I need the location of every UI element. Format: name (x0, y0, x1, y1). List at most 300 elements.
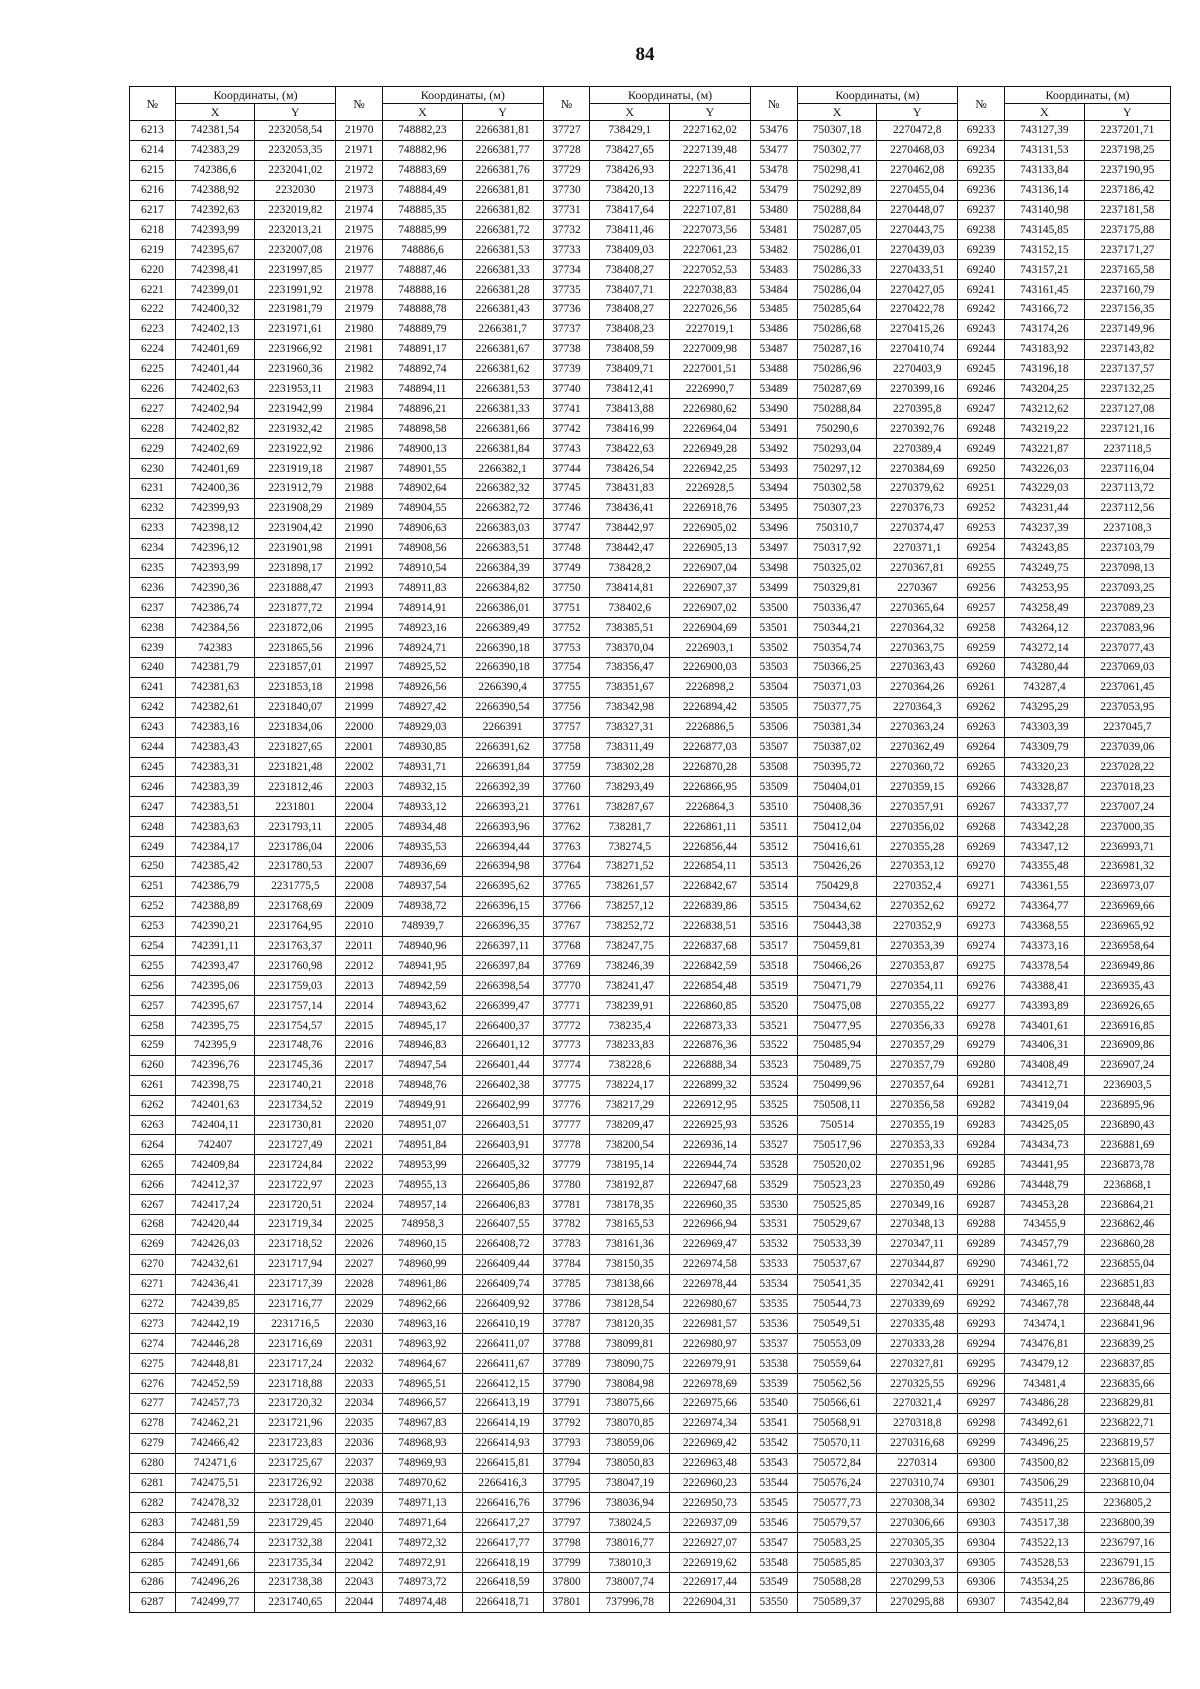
x-coordinate-cell: 743542,84 (1005, 1592, 1085, 1612)
y-coordinate-cell: 2231960,36 (255, 359, 336, 379)
x-coordinate-cell: 748941,95 (383, 956, 463, 976)
x-coordinate-cell: 738090,75 (590, 1354, 670, 1374)
y-coordinate-cell: 2266402,99 (462, 1095, 543, 1115)
y-coordinate-cell: 2236822,71 (1084, 1413, 1170, 1433)
table-row (130, 498, 1171, 518)
x-coordinate-cell: 748884,49 (383, 180, 463, 200)
table-row (130, 359, 1171, 379)
y-coordinate-cell: 2232013,21 (255, 220, 336, 240)
x-coordinate-cell: 742404,11 (175, 1115, 255, 1135)
table-row (130, 180, 1171, 200)
x-coordinate-cell: 743347,12 (1005, 837, 1085, 857)
table-row (130, 1274, 1171, 1294)
y-coordinate-cell: 2231724,84 (255, 1155, 336, 1175)
x-coordinate-cell: 742401,63 (175, 1095, 255, 1115)
x-coordinate-cell: 742386,74 (175, 598, 255, 618)
x-coordinate-cell: 748926,56 (383, 677, 463, 697)
x-coordinate-cell: 748963,16 (383, 1314, 463, 1334)
x-header: X (175, 104, 255, 121)
x-coordinate-cell: 750549,51 (797, 1314, 877, 1334)
x-coordinate-cell: 748943,62 (383, 996, 463, 1016)
point-number-cell: 69282 (958, 1095, 1005, 1115)
point-number-cell: 37752 (543, 618, 590, 638)
y-coordinate-cell: 2266389,49 (462, 618, 543, 638)
y-coordinate-cell: 2226854,11 (670, 856, 751, 876)
y-coordinate-cell: 2226873,33 (670, 1016, 751, 1036)
point-number-cell: 6257 (130, 996, 176, 1016)
x-coordinate-cell: 743364,77 (1005, 896, 1085, 916)
x-coordinate-cell: 742436,41 (175, 1274, 255, 1294)
point-number-cell: 22018 (336, 1075, 383, 1095)
x-coordinate-cell: 742417,24 (175, 1195, 255, 1215)
point-number-cell: 53520 (750, 996, 797, 1016)
y-coordinate-cell: 2232058,54 (255, 121, 336, 141)
point-number-cell: 53505 (750, 697, 797, 717)
y-coordinate-cell: 2226975,66 (670, 1394, 751, 1414)
point-number-cell: 69254 (958, 538, 1005, 558)
y-coordinate-cell: 2236890,43 (1084, 1115, 1170, 1135)
point-number-cell: 22030 (336, 1314, 383, 1334)
x-coordinate-cell: 748953,99 (383, 1155, 463, 1175)
y-coordinate-cell: 2236926,65 (1084, 996, 1170, 1016)
point-number-cell: 53499 (750, 578, 797, 598)
point-number-cell: 69259 (958, 638, 1005, 658)
point-number-cell: 6285 (130, 1553, 176, 1573)
table-row (130, 379, 1171, 399)
x-coordinate-cell: 748911,83 (383, 578, 463, 598)
x-coordinate-cell: 738293,49 (590, 777, 670, 797)
point-number-cell: 37793 (543, 1433, 590, 1453)
table-row (130, 1453, 1171, 1473)
point-number-cell: 37779 (543, 1155, 590, 1175)
x-coordinate-cell: 748972,32 (383, 1533, 463, 1553)
point-number-cell: 22035 (336, 1413, 383, 1433)
x-coordinate-cell: 742383,29 (175, 140, 255, 160)
point-number-cell: 6271 (130, 1274, 176, 1294)
y-coordinate-cell: 2266391 (462, 717, 543, 737)
x-coordinate-cell: 743264,12 (1005, 618, 1085, 638)
point-number-cell: 69280 (958, 1055, 1005, 1075)
x-coordinate-cell: 750395,72 (797, 757, 877, 777)
y-coordinate-cell: 2266381,81 (462, 121, 543, 141)
x-coordinate-cell: 742399,01 (175, 280, 255, 300)
y-coordinate-cell: 2266407,55 (462, 1214, 543, 1234)
point-number-cell: 37734 (543, 260, 590, 280)
x-coordinate-cell: 750298,41 (797, 160, 877, 180)
point-number-cell: 22015 (336, 1016, 383, 1036)
x-header: X (797, 104, 877, 121)
point-number-cell: 37744 (543, 459, 590, 479)
y-coordinate-cell: 2232041,02 (255, 160, 336, 180)
x-coordinate-cell: 742439,85 (175, 1294, 255, 1314)
y-coordinate-cell: 2231768,69 (255, 896, 336, 916)
y-coordinate-cell: 2231723,83 (255, 1433, 336, 1453)
x-coordinate-cell: 743133,84 (1005, 160, 1085, 180)
y-coordinate-cell: 2236819,57 (1084, 1433, 1170, 1453)
y-coordinate-cell: 2236860,28 (1084, 1234, 1170, 1254)
x-coordinate-cell: 750577,73 (797, 1493, 877, 1513)
point-number-cell: 37740 (543, 379, 590, 399)
point-number-cell: 6263 (130, 1115, 176, 1135)
y-coordinate-cell: 2266390,18 (462, 658, 543, 678)
point-number-cell: 22013 (336, 976, 383, 996)
y-coordinate-cell: 2231912,79 (255, 479, 336, 499)
y-coordinate-cell: 2270335,48 (877, 1314, 958, 1334)
y-coordinate-cell: 2266417,77 (462, 1533, 543, 1553)
point-number-cell: 6218 (130, 220, 176, 240)
table-row (130, 1394, 1171, 1414)
y-coordinate-cell: 2270351,96 (877, 1155, 958, 1175)
point-number-cell: 69252 (958, 498, 1005, 518)
x-coordinate-cell: 750525,85 (797, 1195, 877, 1215)
y-coordinate-cell: 2270443,75 (877, 220, 958, 240)
point-number-cell: 37780 (543, 1175, 590, 1195)
x-coordinate-cell: 750285,64 (797, 300, 877, 320)
table-row (130, 936, 1171, 956)
x-coordinate-cell: 750568,91 (797, 1413, 877, 1433)
y-coordinate-cell: 2231717,39 (255, 1274, 336, 1294)
y-coordinate-cell: 2266384,82 (462, 578, 543, 598)
y-coordinate-cell: 2270350,49 (877, 1175, 958, 1195)
point-number-cell: 53480 (750, 200, 797, 220)
point-number-cell: 53539 (750, 1374, 797, 1394)
y-coordinate-cell: 2231888,47 (255, 578, 336, 598)
y-coordinate-cell: 2226937,09 (670, 1513, 751, 1533)
point-number-cell: 6282 (130, 1493, 176, 1513)
y-coordinate-cell: 2237053,95 (1084, 697, 1170, 717)
x-coordinate-cell: 750317,92 (797, 538, 877, 558)
point-number-cell: 53529 (750, 1175, 797, 1195)
y-coordinate-cell: 2231834,06 (255, 717, 336, 737)
x-coordinate-cell: 750583,25 (797, 1533, 877, 1553)
point-number-cell: 21983 (336, 379, 383, 399)
y-coordinate-cell: 2237198,25 (1084, 140, 1170, 160)
y-coordinate-cell: 2236909,86 (1084, 1035, 1170, 1055)
x-coordinate-cell: 738408,23 (590, 319, 670, 339)
x-coordinate-cell: 748940,96 (383, 936, 463, 956)
point-number-cell: 69268 (958, 817, 1005, 837)
x-coordinate-cell: 738084,98 (590, 1374, 670, 1394)
y-coordinate-cell: 2266381,28 (462, 280, 543, 300)
point-number-cell: 21987 (336, 459, 383, 479)
x-coordinate-cell: 743196,18 (1005, 359, 1085, 379)
x-coordinate-cell: 738209,47 (590, 1115, 670, 1135)
x-coordinate-cell: 738342,98 (590, 697, 670, 717)
y-coordinate-cell: 2266418,59 (462, 1573, 543, 1593)
x-coordinate-cell: 742471,6 (175, 1453, 255, 1473)
y-coordinate-cell: 2237201,71 (1084, 121, 1170, 141)
x-coordinate-cell: 748885,99 (383, 220, 463, 240)
point-number-cell: 69239 (958, 240, 1005, 260)
y-coordinate-cell: 2226854,48 (670, 976, 751, 996)
y-coordinate-cell: 2231764,95 (255, 916, 336, 936)
y-coordinate-cell: 2266381,43 (462, 300, 543, 320)
x-coordinate-cell: 743136,14 (1005, 180, 1085, 200)
x-coordinate-cell: 742401,69 (175, 339, 255, 359)
y-coordinate-cell: 2270433,51 (877, 260, 958, 280)
x-coordinate-cell: 738261,57 (590, 876, 670, 896)
y-coordinate-cell: 2226925,93 (670, 1115, 751, 1135)
x-coordinate-cell: 738192,87 (590, 1175, 670, 1195)
point-number-cell: 6231 (130, 479, 176, 499)
point-number-cell: 53522 (750, 1035, 797, 1055)
point-number-cell: 53542 (750, 1433, 797, 1453)
x-coordinate-cell: 748966,57 (383, 1394, 463, 1414)
y-coordinate-cell: 2236786,86 (1084, 1573, 1170, 1593)
point-number-cell: 37745 (543, 479, 590, 499)
y-header: Y (1084, 104, 1170, 121)
point-number-cell: 37785 (543, 1274, 590, 1294)
point-number-cell: 53527 (750, 1135, 797, 1155)
point-number-cell: 69301 (958, 1473, 1005, 1493)
y-coordinate-cell: 2266413,19 (462, 1394, 543, 1414)
point-number-cell: 37732 (543, 220, 590, 240)
point-number-cell: 53498 (750, 558, 797, 578)
table-row (130, 1413, 1171, 1433)
table-row (130, 1533, 1171, 1553)
point-number-cell: 69250 (958, 459, 1005, 479)
y-coordinate-cell: 2231966,92 (255, 339, 336, 359)
y-coordinate-cell: 2270379,62 (877, 479, 958, 499)
y-coordinate-cell: 2231720,51 (255, 1195, 336, 1215)
y-coordinate-cell: 2231725,67 (255, 1453, 336, 1473)
y-coordinate-cell: 2237039,06 (1084, 737, 1170, 757)
y-coordinate-cell: 2270356,33 (877, 1016, 958, 1036)
y-coordinate-cell: 2231734,52 (255, 1095, 336, 1115)
point-number-cell: 69302 (958, 1493, 1005, 1513)
x-coordinate-cell: 748948,76 (383, 1075, 463, 1095)
y-coordinate-cell: 2237069,03 (1084, 658, 1170, 678)
y-coordinate-cell: 2270316,68 (877, 1433, 958, 1453)
x-coordinate-cell: 743476,81 (1005, 1334, 1085, 1354)
point-number-cell: 69296 (958, 1374, 1005, 1394)
y-coordinate-cell: 2236815,09 (1084, 1453, 1170, 1473)
x-coordinate-cell: 748934,48 (383, 817, 463, 837)
point-number-cell: 22020 (336, 1115, 383, 1135)
point-number-cell: 22016 (336, 1035, 383, 1055)
x-coordinate-cell: 742393,99 (175, 558, 255, 578)
x-coordinate-cell: 750307,18 (797, 121, 877, 141)
point-number-cell: 69293 (958, 1314, 1005, 1334)
table-row (130, 1234, 1171, 1254)
y-coordinate-cell: 2226837,68 (670, 936, 751, 956)
y-coordinate-cell: 2227009,98 (670, 339, 751, 359)
y-coordinate-cell: 2237000,35 (1084, 817, 1170, 837)
x-coordinate-cell: 738442,47 (590, 538, 670, 558)
y-coordinate-cell: 2266416,76 (462, 1493, 543, 1513)
x-coordinate-cell: 750287,16 (797, 339, 877, 359)
x-coordinate-cell: 738195,14 (590, 1155, 670, 1175)
point-number-cell: 6223 (130, 319, 176, 339)
x-coordinate-cell: 748925,52 (383, 658, 463, 678)
y-coordinate-cell: 2266403,91 (462, 1135, 543, 1155)
x-coordinate-cell: 743378,54 (1005, 956, 1085, 976)
y-coordinate-cell: 2231740,21 (255, 1075, 336, 1095)
x-coordinate-cell: 738412,41 (590, 379, 670, 399)
point-number-cell: 6286 (130, 1573, 176, 1593)
table-row (130, 558, 1171, 578)
point-number-cell: 69277 (958, 996, 1005, 1016)
x-coordinate-cell: 748969,93 (383, 1453, 463, 1473)
point-number-cell: 69234 (958, 140, 1005, 160)
x-coordinate-cell: 750381,34 (797, 717, 877, 737)
y-coordinate-cell: 2270306,66 (877, 1513, 958, 1533)
x-coordinate-cell: 750572,84 (797, 1453, 877, 1473)
x-coordinate-cell: 750517,96 (797, 1135, 877, 1155)
point-number-cell: 21978 (336, 280, 383, 300)
point-number-cell: 21976 (336, 240, 383, 260)
x-coordinate-cell: 742400,36 (175, 479, 255, 499)
y-coordinate-cell: 2226960,23 (670, 1473, 751, 1493)
x-coordinate-cell: 742398,75 (175, 1075, 255, 1095)
point-number-cell: 37751 (543, 598, 590, 618)
x-coordinate-cell: 743393,89 (1005, 996, 1085, 1016)
point-number-cell: 37730 (543, 180, 590, 200)
x-coordinate-cell: 742401,44 (175, 359, 255, 379)
y-coordinate-cell: 2227026,56 (670, 300, 751, 320)
x-coordinate-cell: 743467,78 (1005, 1294, 1085, 1314)
point-number-cell: 53531 (750, 1214, 797, 1234)
x-coordinate-cell: 748967,83 (383, 1413, 463, 1433)
y-coordinate-cell: 2226966,94 (670, 1214, 751, 1234)
x-coordinate-cell: 742396,12 (175, 538, 255, 558)
x-coordinate-cell: 742395,75 (175, 1016, 255, 1036)
point-number-cell: 53491 (750, 419, 797, 439)
y-coordinate-cell: 2270462,08 (877, 160, 958, 180)
x-coordinate-cell: 743140,98 (1005, 200, 1085, 220)
x-header: X (1005, 104, 1085, 121)
x-coordinate-cell: 742491,66 (175, 1553, 255, 1573)
point-number-cell: 22040 (336, 1513, 383, 1533)
header-row-top (130, 87, 1171, 104)
y-coordinate-cell: 2266414,19 (462, 1413, 543, 1433)
x-coordinate-cell: 743522,13 (1005, 1533, 1085, 1553)
x-coordinate-cell: 750371,03 (797, 677, 877, 697)
point-number-cell: 37762 (543, 817, 590, 837)
point-number-cell: 6245 (130, 757, 176, 777)
x-coordinate-cell: 742388,92 (175, 180, 255, 200)
y-coordinate-cell: 2270357,91 (877, 797, 958, 817)
table-row (130, 399, 1171, 419)
y-coordinate-cell: 2266381,82 (462, 200, 543, 220)
x-coordinate-cell: 748930,85 (383, 737, 463, 757)
y-header: Y (877, 104, 958, 121)
point-number-cell: 22037 (336, 1453, 383, 1473)
x-coordinate-cell: 742442,19 (175, 1314, 255, 1334)
point-number-cell: 69264 (958, 737, 1005, 757)
x-coordinate-cell: 750541,35 (797, 1274, 877, 1294)
x-coordinate-cell: 742383 (175, 638, 255, 658)
point-number-cell: 6230 (130, 459, 176, 479)
y-coordinate-cell: 2227038,83 (670, 280, 751, 300)
y-coordinate-cell: 2226919,62 (670, 1553, 751, 1573)
x-coordinate-cell: 748964,67 (383, 1354, 463, 1374)
x-coordinate-cell: 750297,12 (797, 459, 877, 479)
y-coordinate-cell: 2236837,85 (1084, 1354, 1170, 1374)
y-coordinate-cell: 2226978,69 (670, 1374, 751, 1394)
point-number-cell: 69236 (958, 180, 1005, 200)
y-coordinate-cell: 2270399,16 (877, 379, 958, 399)
point-number-cell: 37771 (543, 996, 590, 1016)
point-number-cell: 53500 (750, 598, 797, 618)
point-number-cell: 69289 (958, 1234, 1005, 1254)
x-coordinate-cell: 750286,33 (797, 260, 877, 280)
y-coordinate-cell: 2231754,57 (255, 1016, 336, 1036)
y-coordinate-cell: 2237083,96 (1084, 618, 1170, 638)
x-coordinate-cell: 750585,85 (797, 1553, 877, 1573)
point-number-cell: 22028 (336, 1274, 383, 1294)
y-coordinate-cell: 2226960,35 (670, 1195, 751, 1215)
table-row (130, 1433, 1171, 1453)
point-number-cell: 37760 (543, 777, 590, 797)
point-number-cell: 21989 (336, 498, 383, 518)
x-coordinate-cell: 750286,68 (797, 319, 877, 339)
point-number-cell: 22044 (336, 1592, 383, 1612)
point-number-cell: 22012 (336, 956, 383, 976)
x-coordinate-cell: 738351,67 (590, 677, 670, 697)
x-coordinate-cell: 738385,51 (590, 618, 670, 638)
x-coordinate-cell: 738426,93 (590, 160, 670, 180)
y-coordinate-cell: 2237093,25 (1084, 578, 1170, 598)
y-coordinate-cell: 2266393,96 (462, 817, 543, 837)
table-row (130, 658, 1171, 678)
y-coordinate-cell: 2266418,19 (462, 1553, 543, 1573)
point-number-cell: 69265 (958, 757, 1005, 777)
table-row (130, 677, 1171, 697)
y-coordinate-cell: 2266409,44 (462, 1254, 543, 1274)
y-coordinate-cell: 2236958,64 (1084, 936, 1170, 956)
y-coordinate-cell: 2266394,44 (462, 837, 543, 857)
x-coordinate-cell: 742475,51 (175, 1473, 255, 1493)
x-coordinate-cell: 750307,23 (797, 498, 877, 518)
x-coordinate-cell: 750443,38 (797, 916, 877, 936)
point-number-cell: 53506 (750, 717, 797, 737)
point-number-cell: 69279 (958, 1035, 1005, 1055)
x-coordinate-cell: 750566,61 (797, 1394, 877, 1414)
y-coordinate-cell: 2237077,43 (1084, 638, 1170, 658)
point-number-cell: 22002 (336, 757, 383, 777)
y-coordinate-cell: 2226950,73 (670, 1493, 751, 1513)
y-coordinate-cell: 2231908,29 (255, 498, 336, 518)
y-coordinate-cell: 2270357,29 (877, 1035, 958, 1055)
point-number-cell: 22003 (336, 777, 383, 797)
y-coordinate-cell: 2226900,03 (670, 658, 751, 678)
table-row (130, 121, 1171, 141)
x-coordinate-cell: 748936,69 (383, 856, 463, 876)
x-coordinate-cell: 738281,7 (590, 817, 670, 837)
y-coordinate-cell: 2270355,19 (877, 1115, 958, 1135)
y-coordinate-cell: 2236791,15 (1084, 1553, 1170, 1573)
x-coordinate-cell: 738007,74 (590, 1573, 670, 1593)
x-coordinate-cell: 738422,63 (590, 439, 670, 459)
x-coordinate-cell: 742383,63 (175, 817, 255, 837)
y-coordinate-cell: 2231812,46 (255, 777, 336, 797)
point-number-cell: 37742 (543, 419, 590, 439)
y-coordinate-cell: 2231760,98 (255, 956, 336, 976)
x-coordinate-cell: 750429,8 (797, 876, 877, 896)
x-coordinate-cell: 750404,01 (797, 777, 877, 797)
point-number-cell: 37765 (543, 876, 590, 896)
page-number: 84 (635, 44, 655, 65)
x-coordinate-cell: 743479,12 (1005, 1354, 1085, 1374)
point-number-cell: 69269 (958, 837, 1005, 857)
y-coordinate-cell: 2237160,79 (1084, 280, 1170, 300)
point-number-cell: 37727 (543, 121, 590, 141)
y-coordinate-cell: 2236993,71 (1084, 837, 1170, 857)
x-coordinate-cell: 750286,96 (797, 359, 877, 379)
y-coordinate-cell: 2237103,79 (1084, 538, 1170, 558)
point-number-cell: 53476 (750, 121, 797, 141)
